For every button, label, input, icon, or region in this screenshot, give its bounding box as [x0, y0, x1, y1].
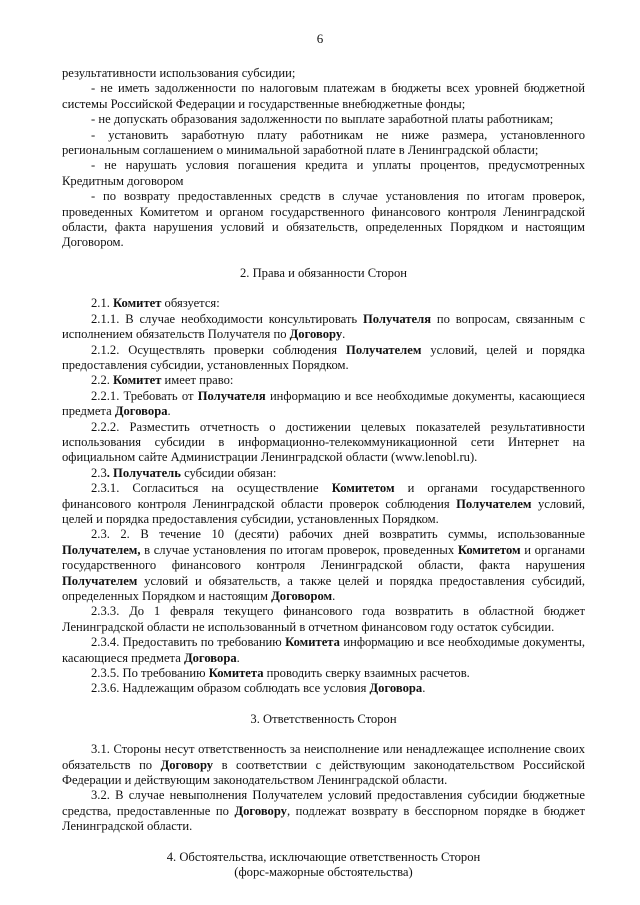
clause-2-3-5: 2.3.5. По требованию Комитета проводить сверку взаимных расчетов.	[91, 666, 470, 681]
clause-2-2-2: 2.2.2. Разместить отчетность о достижении целевых показателей результативности использования субсидии в информационно-телекоммуникационной сети Интернет на официальном сайте Администрации Ленинградской области (www.lenobl.ru).	[62, 419, 585, 465]
intro-line-4: - не нарушать условия погашения кредита и уплаты процентов, предусмотренных Кредитным договором	[62, 158, 585, 188]
page-content	[62, 66, 585, 881]
section-4-subtitle: (форс-мажорные обстоятельства)	[234, 865, 413, 880]
clause-3-2: 3.2. В случае невыполнения Получателем условий предоставления субсидии бюджетные средства, предоставленные по Договору, подлежат возврату в бесспорном порядке в бюджет Ленинградской области.	[62, 788, 586, 834]
intro-line-5: - по возврату предоставленных средств в случае установления по итогам проверок, проведенных Комитетом и органом государственного финансового контроля Ленинградской области, факта нарушения условий и обязательств, определенных Порядком и настоящим Договором.	[62, 189, 585, 250]
intro-line-0: результативности использования субсидии;	[62, 66, 296, 80]
page-number: 6	[316, 31, 324, 46]
clause-2-1-2: 2.1.2. Осуществлять проверки соблюдения Получателем условий, целей и порядка предоставления субсидии, установленных Порядком.	[62, 342, 585, 372]
intro-line-1: - не иметь задолженности по налоговым платежам в бюджеты всех уровней бюджетной системы Российской Федерации и государственные внебюджетные фонды;	[62, 81, 585, 111]
clause-2-3-4: 2.3.4. Предоставить по требованию Комитета информацию и все необходимые документы, касающиеся предмета Договора.	[62, 635, 585, 665]
clause-3-1: 3.1. Стороны несут ответственность за неисполнение или ненадлежащее исполнение своих обязательств по Договору в соответствии с действующим законодательством Российской Федерации и действующим законодательством Ленинградской области.	[62, 742, 585, 788]
intro-line-2: - не допускать образования задолженности по выплате заработной платы работникам;	[91, 112, 554, 127]
section-3-title: 3. Ответственность Сторон	[250, 711, 397, 726]
clause-2-2-1: 2.2.1. Требовать от Получателя информацию и все необходимые документы, касающиеся предмета Договора.	[62, 388, 585, 419]
clause-2-3: 2.3. Получатель субсидии обязан:	[91, 465, 277, 480]
clause-2-1-1: 2.1.1. В случае необходимости консультировать Получателя по вопросам, связанным с исполнением обязательств Получателя по Договору.	[62, 311, 585, 342]
clause-2-3-1: 2.3.1. Согласиться на осуществление Комитетом и органами государственного финансового контроля Ленинградской области проверок соблюдения Получателем условий, целей и порядка предоставления субсидии, установленных Порядком.	[62, 481, 585, 526]
clause-2-3-2: 2.3. 2. В течение 10 (десяти) рабочих дней возвратить суммы, использованные Получателем, в случае установления по итогам проверок, проведенных Комитетом и органами государственного финансового контроля Ленинградской области, факта нарушения Получателем условий и обязательств, а также целей и порядка предоставления субсидий, определенных Порядком и настоящим Договором.	[62, 527, 585, 603]
clause-2-2: 2.2. Комитет имеет право:	[91, 373, 234, 388]
intro-line-3: - установить заработную плату работникам не ниже размера, установленного региональным соглашением о минимальной заработной плате в Ленинградской области;	[62, 127, 585, 158]
clause-2-3-6: 2.3.6. Надлежащим образом соблюдать все условия Договора.	[91, 681, 426, 696]
section-4-title: 4. Обстоятельства, исключающие ответственность Сторон	[166, 849, 481, 864]
clause-2-1: 2.1. Комитет обязуется:	[91, 296, 220, 311]
clause-2-3-3: 2.3.3. До 1 февраля текущего финансового года возвратить в областной бюджет Ленинградской области не использованный в отчетном финансовом году остаток субсидии.	[62, 604, 585, 634]
section-2-title: 2. Права и обязанности Сторон	[239, 265, 407, 280]
